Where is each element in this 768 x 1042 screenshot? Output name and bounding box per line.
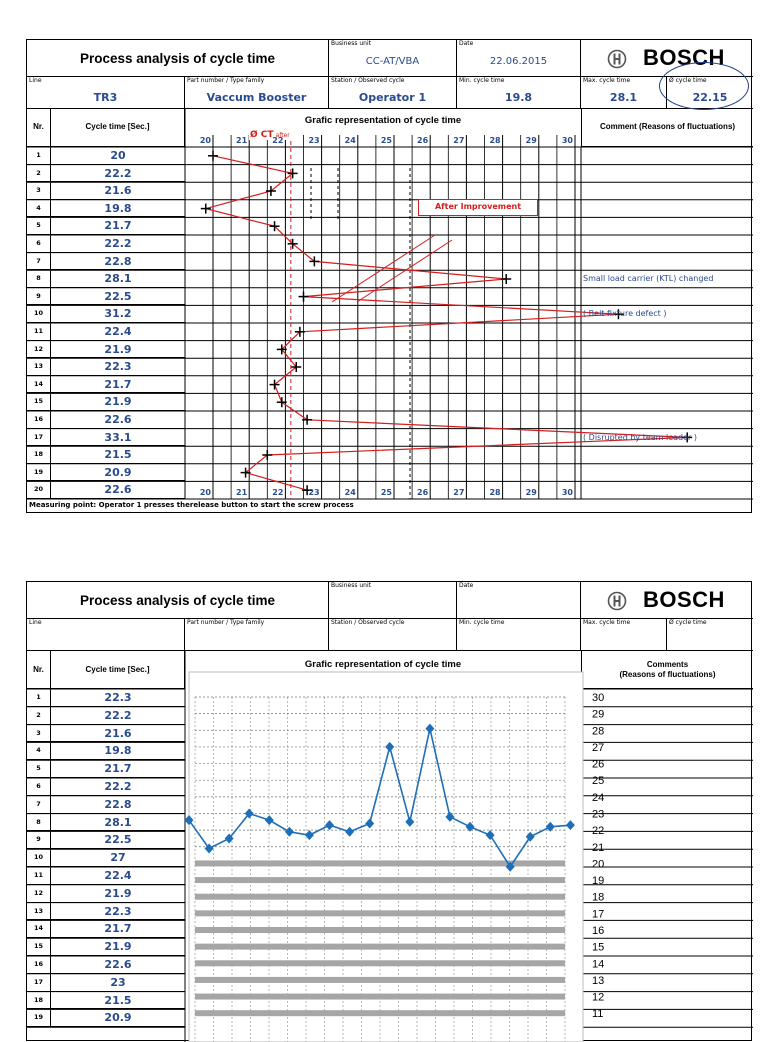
row-number: 19 [27, 1009, 51, 1026]
cycle-time-value: 28.1 [104, 272, 132, 286]
min-cycle-label: Min. cycle time [459, 619, 505, 626]
axis-tick-label-top: 27 [453, 136, 465, 145]
chart-area [189, 672, 583, 1042]
row-number: 2 [27, 165, 51, 182]
grid-band [195, 977, 565, 983]
row-number: 16 [27, 956, 51, 973]
row-number: 13 [27, 358, 51, 375]
axis-tick-label-bottom: 22 [272, 488, 284, 497]
cycle-time-value: 21.7 [104, 922, 132, 936]
form-title: Process analysis of cycle time [79, 51, 276, 66]
cycle-time-value: 22.6 [104, 483, 132, 497]
annotation-arrow [332, 235, 435, 302]
row-number: 15 [27, 938, 51, 955]
cycle-time-form-after [26, 39, 752, 513]
y-tick-label: 17 [592, 908, 605, 921]
row-number: 11 [27, 323, 51, 340]
part-number-label: Part number / Type family [187, 77, 265, 84]
grid-band [195, 944, 565, 950]
avg-ct-marker-text: Ø CT [250, 130, 274, 140]
max-cycle-label: Max. cycle time [583, 619, 631, 626]
grid-band [195, 994, 565, 1000]
row-number: 8 [27, 270, 51, 287]
table-row [27, 689, 185, 707]
table-row [27, 358, 185, 376]
table-row [27, 760, 185, 778]
grid-band [195, 960, 565, 966]
y-tick-label: 16 [592, 924, 605, 937]
cycle-time-value: 19.8 [104, 744, 132, 758]
station-value: Operator 1 [358, 91, 427, 104]
form-title: Process analysis of cycle time [79, 593, 276, 608]
row-number: 12 [27, 341, 51, 358]
axis-tick-label-bottom: 20 [199, 488, 211, 497]
table-row [27, 742, 185, 760]
y-tick-label: 29 [592, 708, 605, 721]
cycle-time-value: 21.7 [104, 219, 132, 233]
max-cycle-value: 28.1 [609, 91, 638, 104]
axis-tick-label-bottom: 26 [417, 488, 429, 497]
y-tick-label: 24 [592, 791, 605, 804]
cycle-header: Cycle time [Sec.] [85, 665, 150, 674]
cycle-time-value: 28.1 [104, 815, 132, 829]
y-tick-label: 19 [592, 875, 605, 888]
axis-tick-label-bottom: 29 [525, 488, 537, 497]
table-row [27, 885, 185, 903]
table-row [27, 920, 185, 938]
row-number: 13 [27, 903, 51, 920]
cycle-time-value: 22.5 [104, 833, 132, 847]
table-row [27, 464, 185, 482]
table-row [27, 182, 185, 200]
row-number: 9 [27, 288, 51, 305]
axis-tick-label-bottom: 28 [489, 488, 501, 497]
row-number: 16 [27, 411, 51, 428]
table-row [27, 867, 185, 885]
row-number: 10 [27, 849, 51, 866]
grid-band [195, 1010, 565, 1016]
y-tick-label: 25 [592, 775, 605, 788]
row-number: 5 [27, 760, 51, 777]
row-number: 5 [27, 217, 51, 234]
table-row [27, 235, 185, 253]
grid-band [195, 894, 565, 900]
row-number: 7 [27, 796, 51, 813]
date-value: 22.06.2015 [489, 56, 548, 67]
row-number: 1 [27, 689, 51, 706]
min-cycle-value: 19.8 [504, 91, 533, 104]
table-row [27, 974, 185, 992]
cycle-time-value: 22.8 [104, 797, 132, 811]
table-row [27, 938, 185, 956]
date-label: Date [459, 582, 474, 589]
table-row [27, 147, 185, 165]
row-comment: ( Disrupted by team leader ) [583, 432, 697, 442]
row-number: 9 [27, 831, 51, 848]
cycle-time-value: 21.6 [104, 726, 132, 740]
avg-ct-marker-sub: after [275, 132, 290, 139]
y-tick-label: 23 [592, 808, 605, 821]
row-number: 4 [27, 742, 51, 759]
cycle-time-value: 22.2 [104, 166, 132, 180]
graph-header: Grafic representation of cycle time [304, 115, 462, 126]
table-row [27, 796, 185, 814]
table-row [27, 253, 185, 271]
axis-tick-label-bottom: 25 [380, 488, 392, 497]
avg-cycle-label: Ø cycle time [669, 77, 707, 84]
y-tick-label: 27 [592, 741, 605, 754]
cycle-time-value: 22.3 [104, 360, 132, 374]
table-row [27, 288, 185, 306]
max-cycle-label: Max. cycle time [583, 77, 631, 84]
business-unit-label: Business unit [331, 582, 371, 589]
nr-header: Nr. [33, 122, 44, 131]
y-tick-label: 13 [592, 974, 605, 987]
cycle-time-value: 22.4 [104, 869, 132, 882]
axis-tick-label-top: 23 [308, 136, 320, 145]
avg-cycle-label: Ø cycle time [669, 619, 707, 626]
row-number: 10 [27, 305, 51, 322]
row-number: 15 [27, 393, 51, 410]
grid-band [195, 927, 565, 933]
row-number: 3 [27, 182, 51, 199]
business-unit-value: CC-AT/VBA [365, 56, 420, 67]
table-row [27, 725, 185, 743]
cycle-time-value: 31.2 [104, 307, 132, 321]
table-row [27, 446, 185, 464]
grid-band [195, 877, 565, 883]
y-tick-label: 14 [592, 958, 605, 971]
station-label: Station / Observed cycle [331, 77, 405, 84]
row-number: 6 [27, 778, 51, 795]
after-improvement-callout [418, 199, 538, 216]
row-number: 20 [27, 481, 51, 498]
table-row [27, 341, 185, 359]
axis-tick-label-top: 28 [489, 136, 501, 145]
cycle-time-value: 22.4 [104, 325, 132, 338]
table-row [27, 778, 185, 796]
row-number: 6 [27, 235, 51, 252]
avg-ct-marker [249, 130, 291, 140]
comment-header-line2: (Reasons of fluctuations) [619, 670, 716, 679]
cycle-time-value: 23 [110, 975, 126, 989]
table-row [27, 849, 185, 867]
table-row [27, 814, 185, 832]
cycle-time-value: 21.7 [104, 377, 132, 391]
cycle-time-value: 22.6 [104, 413, 132, 426]
y-tick-label: 28 [592, 725, 605, 738]
y-tick-label: 26 [592, 758, 605, 771]
avg-cycle-value: 22.15 [692, 91, 728, 104]
cycle-time-value: 22.8 [104, 254, 132, 268]
cycle-time-value: 20 [110, 149, 126, 162]
row-number: 19 [27, 464, 51, 481]
y-tick-label: 12 [592, 991, 605, 1004]
graph-header: Grafic representation of cycle time [304, 659, 462, 670]
comment-header-line1: Comments [646, 660, 689, 669]
table-row [27, 305, 185, 323]
row-number: 7 [27, 253, 51, 270]
row-comment: ( Belt fixture defect ) [583, 309, 667, 319]
part-number-label: Part number / Type family [187, 619, 265, 626]
cycle-time-value: 22.5 [104, 289, 132, 303]
cycle-time-value: 22.3 [104, 691, 132, 704]
table-row [27, 481, 185, 499]
row-number: 14 [27, 376, 51, 393]
y-tick-label: 15 [592, 941, 605, 954]
cycle-time-value: 21.9 [104, 886, 132, 900]
cycle-time-value: 21.7 [104, 762, 132, 776]
axis-tick-label-top: 30 [561, 136, 573, 145]
cycle-time-value: 21.9 [104, 342, 132, 356]
cycle-time-value: 21.5 [104, 993, 132, 1007]
table-row [27, 323, 185, 341]
y-tick-label: 21 [592, 841, 605, 854]
y-tick-label: 11 [592, 1008, 604, 1021]
business-unit-label: Business unit [331, 40, 371, 47]
table-row [27, 707, 185, 725]
cycle-time-value: 22.2 [104, 237, 132, 250]
table-row [27, 411, 185, 429]
cycle-time-value: 22.2 [104, 780, 132, 793]
min-cycle-label: Min. cycle time [459, 77, 505, 84]
table-row [27, 376, 185, 394]
table-row [27, 903, 185, 921]
cycle-time-form-before [26, 581, 752, 1041]
cycle-time-value: 33.1 [104, 430, 132, 444]
comment-header: Comment (Reasons of fluctuations) [599, 122, 736, 131]
row-number: 4 [27, 200, 51, 217]
axis-tick-label-bottom: 24 [344, 488, 356, 497]
brand-name: BOSCH [643, 45, 725, 70]
cycle-time-value: 19.8 [104, 201, 132, 215]
cycle-time-value: 27 [110, 851, 126, 865]
row-number: 17 [27, 429, 51, 446]
station-label: Station / Observed cycle [331, 619, 405, 626]
cycle-time-value: 20.9 [104, 465, 132, 479]
y-tick-label: 22 [592, 825, 605, 838]
date-label: Date [459, 40, 474, 47]
row-number: 8 [27, 814, 51, 831]
row-number: 18 [27, 992, 51, 1009]
cycle-time-value: 22.3 [104, 904, 132, 918]
cycle-time-value: 21.9 [104, 395, 132, 409]
table-row [27, 956, 185, 974]
annotation-arrow [357, 240, 452, 302]
brand-name: BOSCH [643, 587, 725, 612]
axis-tick-label-top: 25 [380, 136, 392, 145]
axis-tick-label-top: 29 [525, 136, 537, 145]
cycle-time-value: 21.9 [104, 940, 132, 954]
measuring-point-note: Measuring point: Operator 1 presses therelease button to start the screw process [29, 501, 354, 509]
cycle-time-value: 22.2 [104, 708, 132, 722]
table-row [27, 165, 185, 183]
line-label: Line [29, 619, 42, 626]
table-row [27, 992, 185, 1010]
cycle-time-value: 20.9 [104, 1011, 132, 1025]
row-number: 14 [27, 920, 51, 937]
row-number: 1 [27, 147, 51, 164]
y-tick-label: 18 [592, 891, 605, 904]
after-improvement-text: After Improvement [434, 202, 522, 211]
y-tick-label: 30 [592, 692, 605, 704]
row-number: 3 [27, 725, 51, 742]
line-value: TR3 [93, 91, 118, 104]
table-row [27, 200, 185, 218]
table-row [27, 393, 185, 411]
line-label: Line [29, 77, 42, 84]
axis-tick-label-bottom: 21 [236, 488, 248, 497]
row-number: 11 [27, 867, 51, 884]
cycle-time-value: 21.6 [104, 184, 132, 198]
table-row [27, 217, 185, 235]
table-row [27, 831, 185, 849]
axis-tick-label-bottom: 30 [561, 488, 573, 497]
cycle-time-value: 22.6 [104, 958, 132, 971]
axis-tick-label-top: 22 [272, 136, 284, 145]
table-row [27, 429, 185, 447]
axis-tick-label-bottom: 23 [308, 488, 320, 497]
cycle-time-value: 21.5 [104, 448, 132, 462]
y-tick-label: 20 [592, 858, 605, 871]
cycle-header: Cycle time [Sec.] [85, 122, 150, 131]
nr-header: Nr. [33, 665, 44, 674]
row-number: 17 [27, 974, 51, 991]
axis-tick-label-top: 20 [199, 136, 211, 145]
grid-band [195, 910, 565, 916]
part-number-value: Vaccum Booster [206, 91, 307, 104]
row-comment: Small load carrier (KTL) changed [583, 274, 714, 284]
row-number: 18 [27, 446, 51, 463]
table-row [27, 270, 185, 288]
row-number: 12 [27, 885, 51, 902]
axis-tick-label-top: 21 [236, 136, 248, 145]
axis-tick-label-bottom: 27 [453, 488, 465, 497]
table-row [27, 1009, 185, 1027]
axis-tick-label-top: 24 [344, 136, 356, 145]
axis-tick-label-top: 26 [417, 136, 429, 145]
row-number: 2 [27, 707, 51, 724]
